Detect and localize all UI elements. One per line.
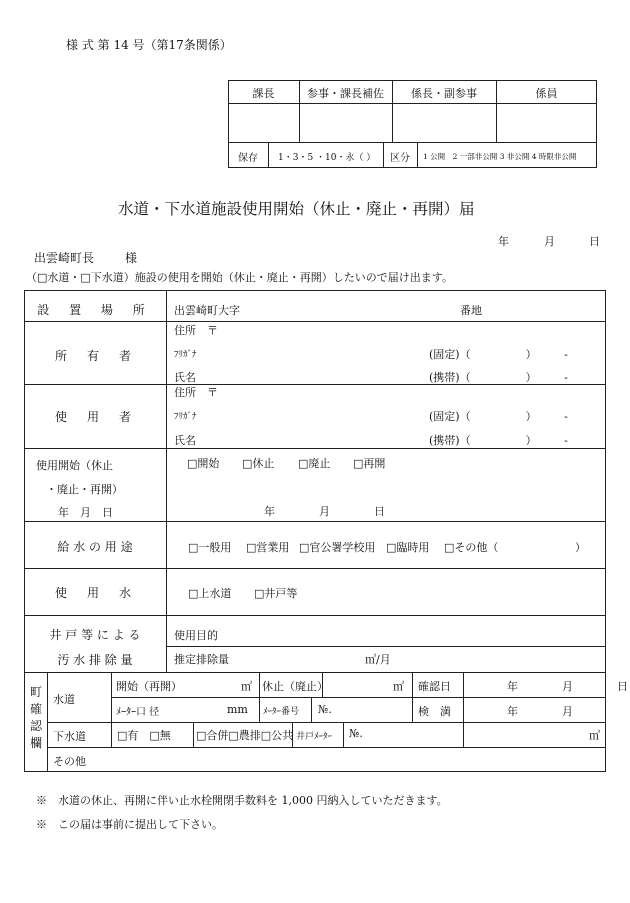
town-meter-number: ﾒｰﾀｰ番号	[263, 707, 300, 717]
form-title: 水道・下水道施設使用開始（休止・廃止・再開）届	[118, 200, 475, 218]
note-fee: ※ 水道の休止、再開に伴い止水栓開閉手数料を 1,000 円納入していただきます。	[36, 794, 448, 807]
water-option-well[interactable]: □井戸等	[254, 587, 298, 600]
owner-mobile-phone: (携帯)（ ） -	[429, 371, 568, 384]
start-date: 年 月 日	[264, 505, 385, 518]
town-well-m3: ㎥	[589, 729, 600, 742]
user-address: 住所 〒	[174, 386, 218, 399]
user-label: 使 用 者	[54, 410, 135, 424]
supply-option-other[interactable]: □その他（	[444, 541, 499, 554]
user-name: 氏名	[174, 434, 196, 447]
category-value: 1 公開 2 一部非公開 3 非公開 4 時限非公開	[423, 152, 577, 161]
location-label: 設 置 場 所	[37, 303, 153, 317]
location-value: 出雲崎町大字	[174, 304, 240, 317]
water-label: 使 用 水	[54, 586, 135, 600]
town-well-meter-no: №.	[349, 727, 363, 740]
town-mm: mm	[227, 703, 248, 716]
category-label: 区分	[390, 153, 410, 164]
supply-label: 給 水 の 用 途	[57, 540, 133, 554]
location-suffix: 番地	[460, 304, 482, 317]
well-label-line2: 汚 水 排 除 量	[57, 653, 133, 667]
addressee-honorific: 様	[125, 251, 138, 265]
town-stop-label: 休止（廃止）	[262, 680, 328, 693]
town-meter-no: №.	[318, 703, 332, 716]
town-well-meter: 井戸ﾒｰﾀｰ	[296, 732, 333, 742]
owner-fixed-phone: (固定)（ ） -	[429, 348, 568, 361]
owner-name: 氏名	[174, 371, 196, 384]
approval-header-deputy: 参事・課長補佐	[307, 87, 384, 100]
supply-option-temporary[interactable]: □臨時用	[386, 541, 430, 554]
town-start-label: 開始（再開）	[116, 680, 182, 693]
approval-header-staff: 係員	[535, 87, 558, 100]
start-label-line3: 年 月 日	[58, 506, 113, 519]
supply-option-public[interactable]: □官公署学校用	[299, 541, 376, 554]
town-confirm-label: 確認日	[418, 680, 451, 693]
user-furigana: ﾌﾘｶﾞﾅ	[174, 412, 197, 422]
town-confirm-date: 年 月 日	[507, 680, 628, 693]
town-sewer-options[interactable]: □有 □無	[117, 729, 171, 742]
intro-text: （□水道・□下水道）施設の使用を開始（休止・廃止・再開）したいので届け出ます。	[26, 271, 453, 284]
town-sewer-label: 下水道	[53, 730, 86, 743]
start-label-line1: 使用開始（休止	[36, 459, 113, 472]
start-option-begin[interactable]: □開始	[187, 457, 220, 470]
approval-header-chief: 係長・副参事	[411, 87, 477, 100]
well-purpose: 使用目的	[174, 629, 218, 642]
town-expiry-label: 検 満	[418, 705, 451, 718]
start-option-abolish[interactable]: □廃止	[298, 457, 331, 470]
supply-option-general[interactable]: □一般用	[188, 541, 232, 554]
town-stop-m3: ㎥	[393, 680, 404, 693]
town-expiry-date: 年 月	[507, 705, 573, 718]
user-mobile-phone: (携帯)（ ） -	[429, 434, 568, 447]
approval-header-manager: 課長	[252, 87, 275, 100]
storage-label: 保存	[238, 153, 258, 164]
town-sewer-types[interactable]: □合併□農排□公共	[196, 729, 294, 742]
date-day: 日	[589, 235, 600, 248]
town-other-label: その他	[53, 755, 86, 768]
town-water-label: 水道	[53, 693, 75, 706]
town-start-m3: ㎥	[241, 680, 252, 693]
well-unit: ㎥/月	[365, 653, 391, 666]
town-meter-diameter: ﾒｰﾀｰ口 径	[116, 707, 160, 718]
supply-option-close: ）	[575, 541, 586, 554]
well-label-line1: 井 戸 等 に よ る	[49, 628, 141, 642]
owner-label: 所 有 者	[54, 349, 135, 363]
start-option-resume[interactable]: □再開	[353, 457, 386, 470]
supply-option-business[interactable]: □営業用	[246, 541, 290, 554]
user-fixed-phone: (固定)（ ） -	[429, 410, 568, 423]
town-side-label: 町 確 認 欄	[30, 685, 43, 750]
date-month: 月	[544, 235, 555, 248]
form-number: 様 式 第 14 号（第17条関係）	[66, 38, 232, 52]
water-option-tap[interactable]: □上水道	[188, 587, 232, 600]
storage-value: 1・3・5 ・10・永（ ）	[278, 153, 376, 163]
note-advance: ※ この届は事前に提出して下さい。	[36, 818, 223, 831]
start-option-pause[interactable]: □休止	[242, 457, 275, 470]
addressee-name: 出雲崎町長	[34, 251, 95, 265]
well-amount: 推定排除量	[174, 653, 229, 666]
start-label-line2: ・廃止・再開）	[46, 483, 123, 496]
date-year: 年	[498, 235, 509, 248]
owner-furigana: ﾌﾘｶﾞﾅ	[174, 350, 197, 360]
owner-address: 住所 〒	[174, 324, 218, 337]
